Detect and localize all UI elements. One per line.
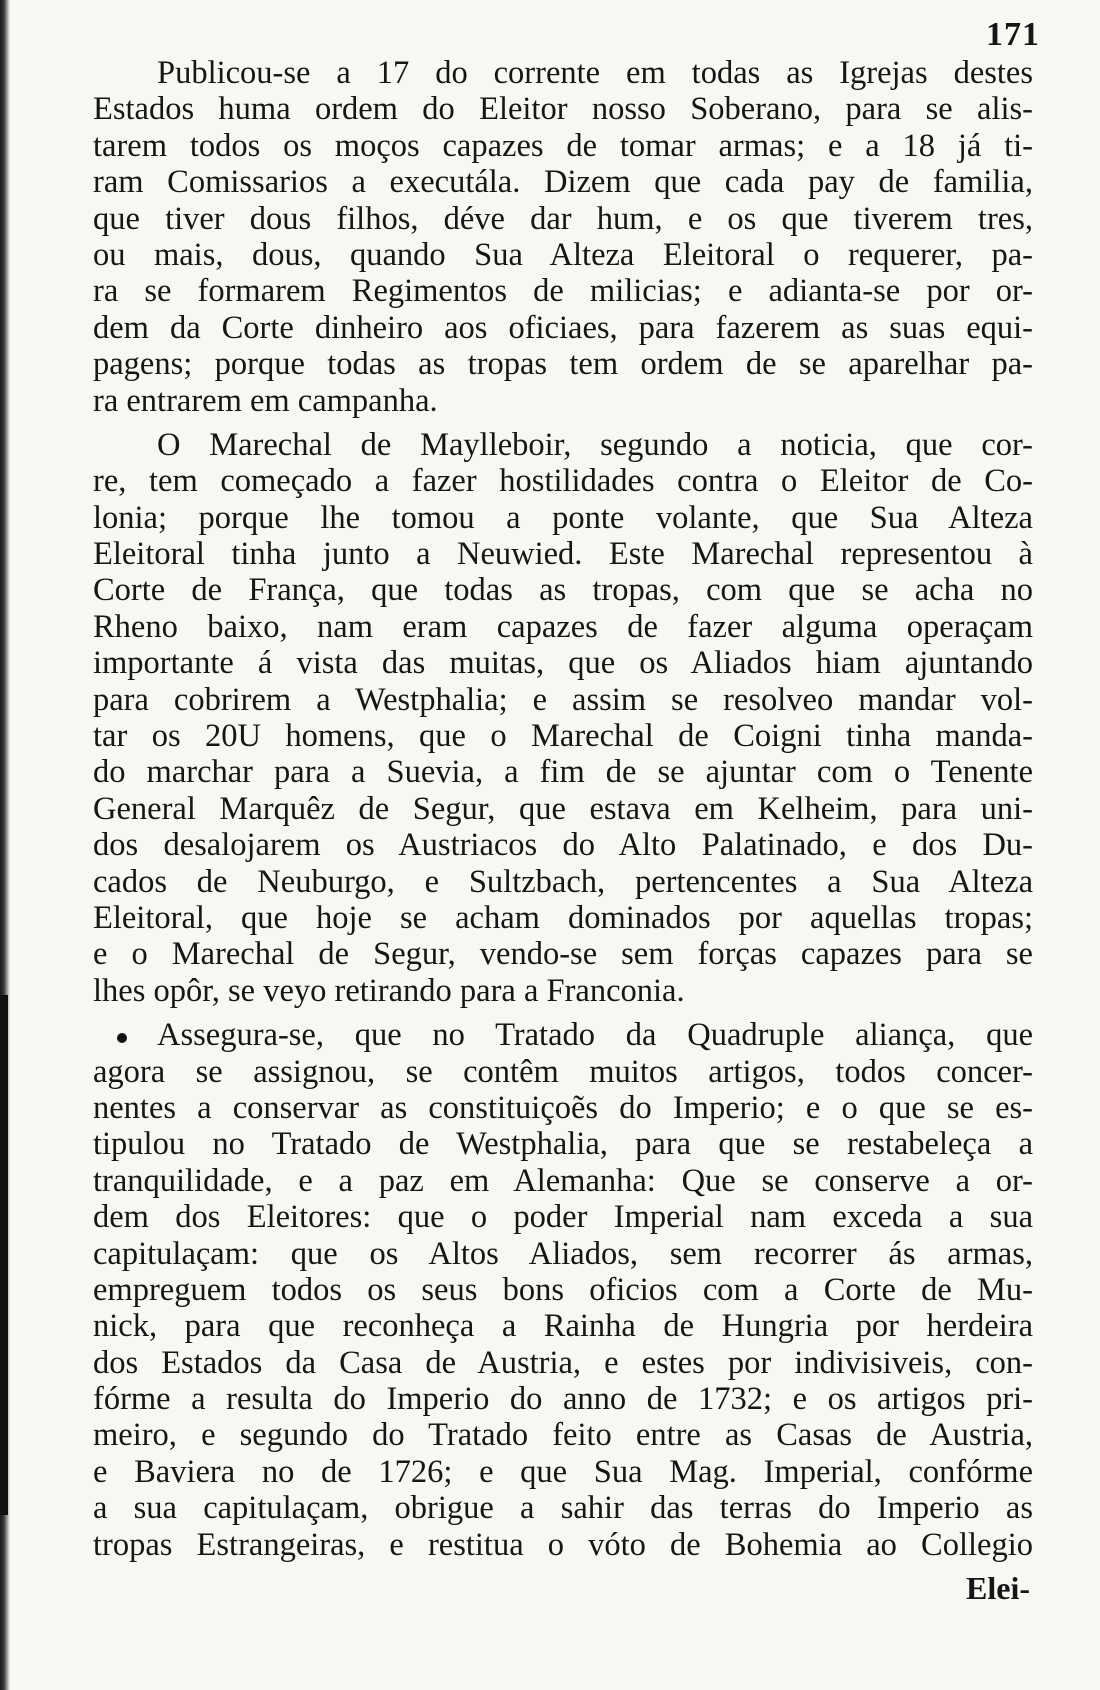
text-line: Publicou-se a 17 do corrente em todas as Igrejas destes <box>157 55 1033 91</box>
text-line: Rheno baixo, nam eram capazes de fazer alguma operaçam <box>93 608 1033 645</box>
text-line: dem dos Eleitores: que o poder Imperial nam exceda a sua <box>93 1199 1033 1236</box>
text-line: dos desalojarem os Austriacos do Alto Palatinado, e dos Du- <box>93 827 1033 864</box>
text-line: capitulaçam: que os Altos Aliados, sem recorrer ás armas, <box>93 1235 1033 1272</box>
binding-shadow <box>0 995 8 1515</box>
text-line: a sua capitulaçam, obrigue a sahir das terras do Imperio as <box>93 1490 1033 1527</box>
text-line: importante á vista das muitas, que os Aliados hiam ajuntando <box>93 645 1033 682</box>
catchword: Elei- <box>966 1570 1030 1606</box>
text-line: Eleitoral tinha junto a Neuwied. Este Marechal representou à <box>93 536 1033 573</box>
text-line: pagens; porque todas as tropas tem ordem de se aparelhar pa- <box>93 346 1033 383</box>
text-line: cados de Neuburgo, e Sultzbach, pertencentes a Sua Alteza <box>93 863 1033 900</box>
article-text <box>93 55 1033 1563</box>
text-line: lhes opôr, se veyo retirando para a Franconia. <box>93 972 685 1009</box>
text-line: dem da Corte dinheiro aos oficiaes, para fazerem as suas equi- <box>93 309 1033 346</box>
text-line: re, tem começado a fazer hostilidades contra o Eleitor de Co- <box>93 463 1033 500</box>
text-line: lonia; porque lhe tomou a ponte volante, que Sua Alteza <box>93 499 1033 536</box>
text-line: e Baviera no de 1726; e que Sua Mag. Imperial, confórme <box>93 1453 1033 1490</box>
text-line: tropas Estrangeiras, e restitua o vóto de Bohemia ao Collegio <box>93 1526 1033 1563</box>
text-line: nick, para que reconheça a Rainha de Hungria por herdeira <box>93 1308 1033 1345</box>
text-line-content: Assegura-se, que no Tratado da Quadruple aliança, que <box>157 1017 1033 1054</box>
text-line: nentes a conservar as constituiçoẽs do Imperio; e o que se es- <box>93 1089 1033 1126</box>
text-line: ra entrarem em campanha. <box>93 382 438 419</box>
text-line <box>93 1017 1033 1053</box>
text-line: que tiver dous filhos, déve dar hum, e os que tiverem tres, <box>93 200 1033 237</box>
text-line: meiro, e segundo do Tratado feito entre as Casas de Austria, <box>93 1417 1033 1454</box>
text-line: Corte de França, que todas as tropas, com que se acha no <box>93 572 1033 609</box>
page-number: 171 <box>986 16 1040 53</box>
paragraph-3 <box>93 1017 1033 1563</box>
text-line: e o Marechal de Segur, vendo-se sem forças capazes para se <box>93 936 1033 973</box>
text-line: tipulou no Tratado de Westphalia, para que se restabeleça a <box>93 1126 1033 1163</box>
text-line: Eleitoral, que hoje se acham dominados por aquellas tropas; <box>93 899 1033 936</box>
paragraph-1 <box>93 55 1033 419</box>
text-line: agora se assignou, se contêm muitos artigos, todos concer- <box>93 1053 1033 1090</box>
text-line: ou mais, dous, quando Sua Alteza Eleitoral o requerer, pa- <box>93 236 1033 273</box>
text-line: do marchar para a Suevia, a fim de se ajuntar com o Tenente <box>93 754 1033 791</box>
text-line: O Marechal de Maylleboir, segundo a noticia, que cor- <box>157 426 1033 463</box>
text-line: para cobrirem a Westphalia; e assim se resolveo mandar vol- <box>93 681 1033 718</box>
text-line: tarem todos os moços capazes de tomar armas; e a 18 já ti- <box>93 127 1033 164</box>
paragraph-2 <box>93 427 1033 1009</box>
text-line: empreguem todos os seus bons oficios com a Corte de Mu- <box>93 1271 1033 1308</box>
text-line: dos Estados da Casa de Austria, e estes por indivisiveis, con- <box>93 1344 1033 1381</box>
bullet-mark <box>117 1033 127 1043</box>
text-line: Estados huma ordem do Eleitor nosso Soberano, para se alis- <box>93 91 1033 128</box>
text-line: General Marquêz de Segur, que estava em Kelheim, para uni- <box>93 790 1033 827</box>
text-line: fórme a resulta do Imperio do anno de 1732; e os artigos pri- <box>93 1381 1033 1418</box>
text-line: ra se formarem Regimentos de milicias; e adianta-se por or- <box>93 273 1033 310</box>
text-line: tranquilidade, e a paz em Alemanha: Que se conserve a or- <box>93 1162 1033 1199</box>
text-line: ram Comissarios a executála. Dizem que cada pay de familia, <box>93 164 1033 201</box>
text-line: tar os 20U homens, que o Marechal de Coigni tinha manda- <box>93 718 1033 755</box>
